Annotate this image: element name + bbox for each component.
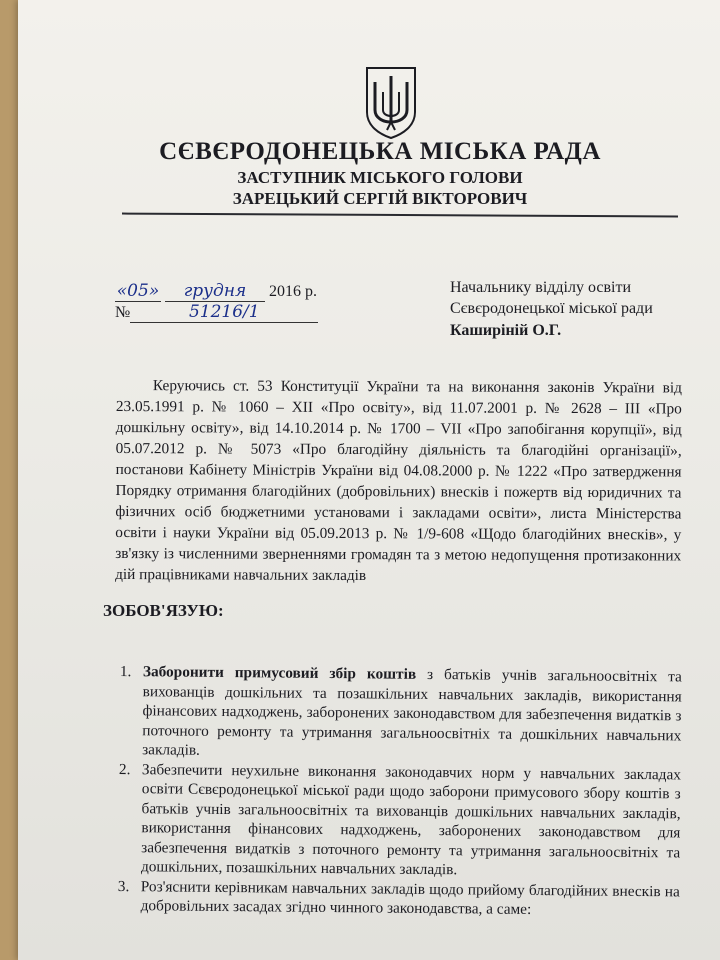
list-item [119,662,682,765]
document-number: 51216/1 [130,302,318,323]
date-year: 2016 р. [269,283,317,300]
position-title: ЗАСТУПНИК МІСЬКОГО ГОЛОВИ [237,168,523,187]
list-item-number: 2. [118,760,131,778]
list-item-number: 1. [119,662,132,681]
addressee-line-1: Начальнику відділу освіти [450,279,632,296]
list-item-number: 3. [117,877,130,895]
list-item [118,876,680,920]
list-item-text: Забезпечити неухильне виконання законодавчих норм у навчальних закладах освіти Сєвєродонецької міської ради щодо заборони примусового збору коштів з батьків учнів загальноосвітніх та вихованців дошкільних навчальних закладів, використання фінансових надходжень, заборонених законодавством для забезпечення видатків з поточного ремонту та утримання загальноосвітніх та дошкільних, позашкільних навчальних закладів. [140,760,682,879]
list-item [118,759,681,881]
list-item-lead: Заборонити примусовий збір коштів [142,663,417,683]
list-item-text: Роз'яснити керівникам навчальних закладів щодо прийому благодійних внесків на добровільних засадах згідно чинного законодавства, а саме: [140,877,680,918]
addressee-line-2: Сєвєродонецької міської ради [450,300,653,317]
list-item-text: з батьків учнів загальноосвітніх та вихованців дошкільних та позашкільних навчальних закладів, використання фінансових надходжень, заборонених законодавством для забезпечення видатків з поточного ремонту та утримання загальноосвітніх та дошкільних навчальних закладів. [142,665,682,759]
date-month: грудня [165,281,265,302]
number-label: № [115,304,131,321]
trident-emblem-icon [363,64,419,140]
date-day: «05» [116,281,160,301]
addressee-name: Каширіній О.Г. [450,322,562,339]
obligation-heading: ЗОБОВ'ЯЗУЮ: [103,601,224,620]
official-name: ЗАРЕЦЬКИЙ СЕРГІЙ ВІКТОРОВИЧ [232,189,528,208]
date-line [115,281,317,302]
directive-list [118,662,682,921]
number-line [115,302,318,323]
organization-title: СЄВЄРОДОНЕЦЬКА МІСЬКА РАДА [159,138,601,165]
preamble-paragraph: Керуючись ст. 53 Конституції України та на виконання законів України від 23.05.1991 р. № 1060 – XII «Про освіту», від 11.07.2001 р. № 2628 – III «Про дошкільну освіту», від 14.10.2014 р. № 1700 – VII «Про запобігання корупції», від 05.07.2012 р. № 5073 «Про благодійну діяльність та благодійні організації», постанови Кабінету Міністрів України від 04.08.2000 р. № 1222 «Про затвердження Порядку отримання благодійних (добровільних) внесків і пожертв від юридичних та фізичних осіб бюджетними установами і закладами освіти», листа Міністерства освіти і науки України від 05.09.2013 р. № 1/9-608 «Щодо благодійних внесків», у зв'язку із численними зверненнями громадян та з метою недопущення протизаконних дій працівниками навчальних закладів [115,377,682,585]
